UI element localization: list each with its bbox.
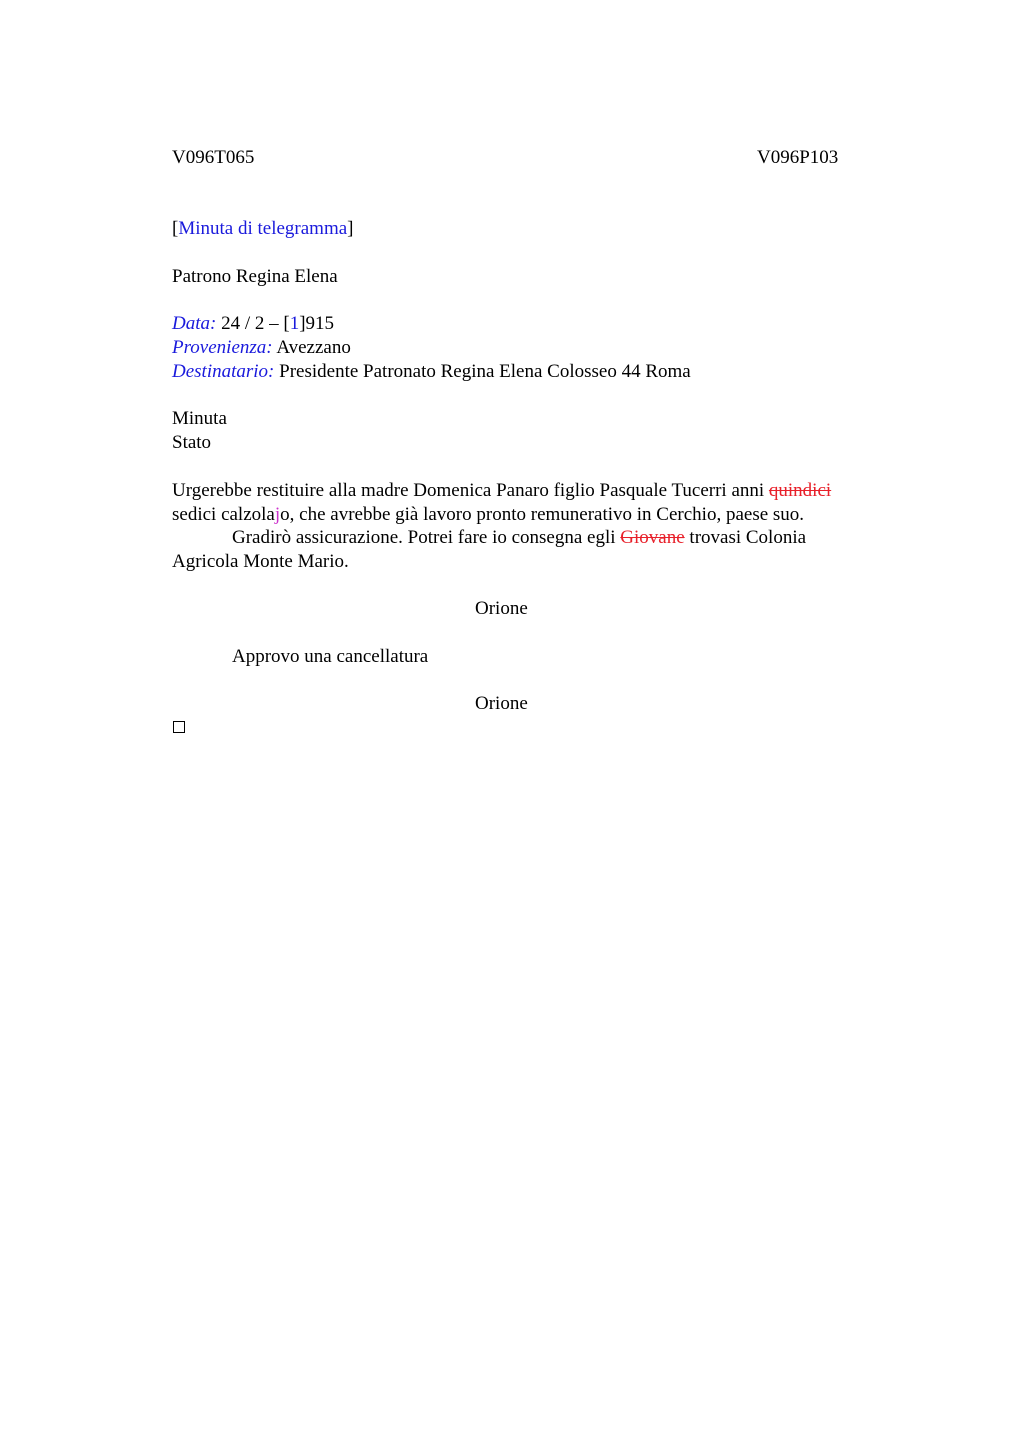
status-line-1: Minuta: [172, 408, 227, 429]
document-type-label: Minuta di telegramma: [178, 218, 348, 239]
bracket-close: ]: [347, 218, 354, 239]
document-code: V096T065: [172, 147, 255, 168]
body-line-3: [172, 526, 806, 550]
meta-date: [172, 312, 334, 336]
checkbox-square-icon: [173, 721, 185, 733]
body-line-4: Agricola Monte Mario.: [172, 551, 349, 572]
editorial-letter: j: [274, 504, 281, 525]
bracket-open: [: [172, 218, 179, 239]
signature-2: Orione: [475, 693, 528, 714]
struck-word: Giovane: [620, 527, 685, 548]
signature-1: Orione: [475, 598, 528, 619]
recipient-label: Destinatario:: [172, 361, 275, 382]
recipient-value: Presidente Patronato Regina Elena Colosseo 44 Roma: [279, 361, 691, 382]
date-value-editorial: 1: [289, 313, 300, 334]
origin-value: Avezzano: [276, 337, 351, 358]
date-label: Data:: [172, 313, 217, 334]
struck-word: quindici: [768, 480, 832, 501]
status-line-2: Stato: [172, 432, 212, 453]
body-text: o, che avrebbe già lavoro pronto remunerativo in Cerchio, paese suo.: [280, 504, 805, 525]
date-value-post: ]915: [299, 313, 335, 334]
meta-recipient: [172, 360, 691, 384]
page-code: V096P103: [757, 147, 839, 168]
origin-label: Provenienza:: [172, 337, 273, 358]
body-text: sedici calzola: [172, 504, 275, 525]
date-value-pre: 24 / 2 – [: [221, 313, 290, 334]
body-line-2: [172, 503, 804, 527]
body-text: Gradirò assicurazione. Potrei fare io consegna egli: [232, 527, 621, 548]
body-text: Urgerebbe restituire alla madre Domenica Panaro figlio Pasquale Tucerri anni: [172, 480, 769, 501]
body-line-1: [172, 479, 831, 503]
document-type: [172, 217, 354, 241]
meta-origin: [172, 336, 351, 360]
body-text: trovasi Colonia: [684, 527, 807, 548]
fund-title: Patrono Regina Elena: [172, 266, 338, 287]
approval-note: Approvo una cancellatura: [232, 646, 429, 667]
